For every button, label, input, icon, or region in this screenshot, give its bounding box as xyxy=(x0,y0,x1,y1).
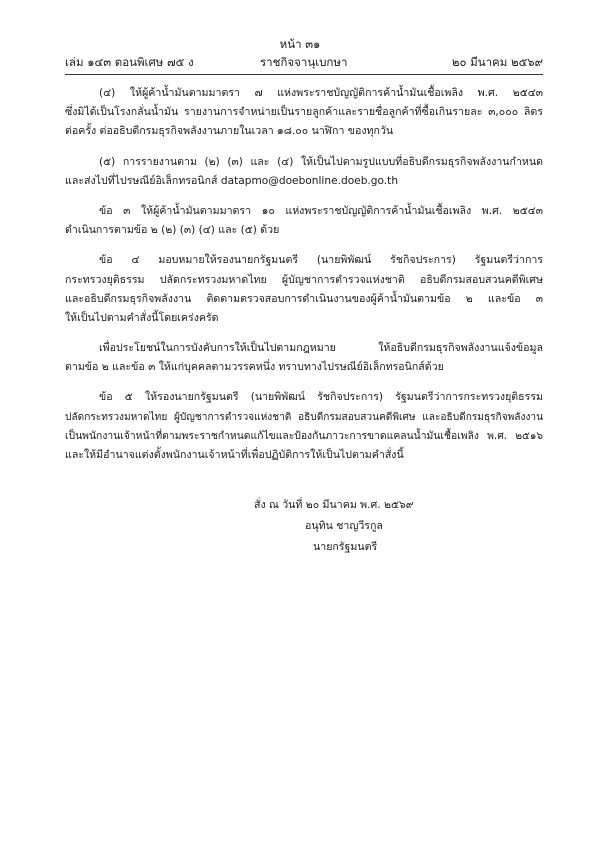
gazette-header xyxy=(65,54,543,72)
text-line: เป็นพนักงานเจ้าหน้าที่ตามพระราชกำหนดแก้ไขและป้องกันภาวะการขาดแคลนน้ำมันเชื้อเพลิง พ.ศ. ๒๕๑๖ xyxy=(65,429,543,442)
text-line: ตามข้อ ๒ และข้อ ๓ ให้แก่บุคคลตามวรรคหนึ่ง ทราบทางไปรษณีย์อิเล็กทรอนิกส์ด้วย xyxy=(65,361,444,374)
header-divider xyxy=(65,74,543,75)
signatory-title: นายกรัฐมนตรี xyxy=(313,541,378,553)
paragraph-clause-5 xyxy=(65,388,543,465)
text-line: กระทรวงยุติธรรม ปลัดกระทรวงมหาดไทย ผู้บัญชาการตำรวจแห่งชาติ อธิบดีกรมสอบสวนคดีพิเศษ xyxy=(65,273,543,286)
text-line: ต่อครั้ง ต่ออธิบดีกรมธุรกิจพลังงานภายในเวลา ๑๘.๐๐ นาฬิกา ของทุกวัน xyxy=(65,125,394,138)
text-line: ข้อ ๕ ให้รองนายกรัฐมนตรี (นายพิพัฒน์ รัชกิจประการ) รัฐมนตรีว่าการกระทรวงยุติธรรม xyxy=(99,391,543,404)
paragraph-item-4 xyxy=(65,84,543,142)
paragraph-item-5 xyxy=(65,153,543,191)
text-line: ข้อ ๓ ให้ผู้ค้าน้ำมันตามมาตรา ๑๐ แห่งพระราชบัญญัติการค้าน้ำมันเชื้อเพลิง พ.ศ. ๒๕๔๓ xyxy=(99,204,543,217)
paragraph-clause-3 xyxy=(65,202,543,240)
gazette-name: ราชกิจจานุเบกษา xyxy=(260,55,348,69)
text-line: และส่งไปที่ไปรษณีย์อิเล็กทรอนิกส์ datapmo@doebonline.doeb.go.th xyxy=(65,174,399,187)
text-line: และให้มีอำนาจแต่งตั้งพนักงานเจ้าหน้าที่เพื่อปฏิบัติการให้เป็นไปตามคำสั่งนี้ xyxy=(65,449,404,461)
paragraph-clause-4 xyxy=(65,251,543,328)
text-line: (๕) การรายงานตาม (๒) (๓) และ (๔) ให้เป็นไปตามรูปแบบที่อธิบดีกรมธุรกิจพลังงานกำหนด xyxy=(99,155,543,168)
text-line: ปลัดกระทรวงมหาดไทย ผู้บัญชาการตำรวจแห่งชาติ อธิบดีกรมสอบสวนคดีพิเศษ และอธิบดีกรมธุรกิจพลังงาน xyxy=(65,411,543,423)
text-line: (๔) ให้ผู้ค้าน้ำมันตามมาตรา ๗ แห่งพระราชบัญญัติการค้าน้ำมันเชื้อเพลิง พ.ศ. ๒๕๔๓ xyxy=(99,87,543,99)
text-line: เพื่อประโยชน์ในการบังคับการให้เป็นไปตามกฎหมาย ให้อธิบดีกรมธุรกิจพลังงานแจ้งข้อมูล xyxy=(99,342,543,355)
order-date: สั่ง ณ วันที่ ๒๐ มีนาคม พ.ศ. ๒๕๖๙ xyxy=(254,499,414,511)
text-line: และอธิบดีกรมธุรกิจพลังงาน ติดตามตรวจสอบการดำเนินงานของผู้ค้าน้ำมันตามข้อ ๒ และข้อ ๓ xyxy=(65,292,543,305)
text-line: ให้เป็นไปตามคำสั่งนี้โดยเคร่งครัด xyxy=(65,311,219,324)
page-number: หน้า ๓๑ xyxy=(279,37,321,51)
signatory-name: อนุทิน ชาญวีรกูล xyxy=(305,520,383,532)
document-body xyxy=(65,84,543,465)
paragraph-enforcement xyxy=(65,339,543,377)
publication-date: ๒๐ มีนาคม ๒๕๖๙ xyxy=(451,55,543,69)
text-line: ข้อ ๔ มอบหมายให้รองนายกรัฐมนตรี (นายพิพัฒน์ รัชกิจประการ) รัฐมนตรีว่าการ xyxy=(99,254,543,267)
volume-issue: เล่ม ๑๔๓ ตอนพิเศษ ๗๕ ง xyxy=(65,55,194,69)
text-line: ซึ่งมิได้เป็นโรงกลั่นน้ำมัน รายงานการจำหน่ายเป็นรายลูกค้าและรายชื่อลูกค้าที่ซื้อเกินรายละ ๓,๐๐๐ ลิตร xyxy=(65,106,543,119)
text-line: ดำเนินการตามข้อ ๒ (๒) (๓) (๔) และ (๕) ด้วย xyxy=(65,224,280,237)
